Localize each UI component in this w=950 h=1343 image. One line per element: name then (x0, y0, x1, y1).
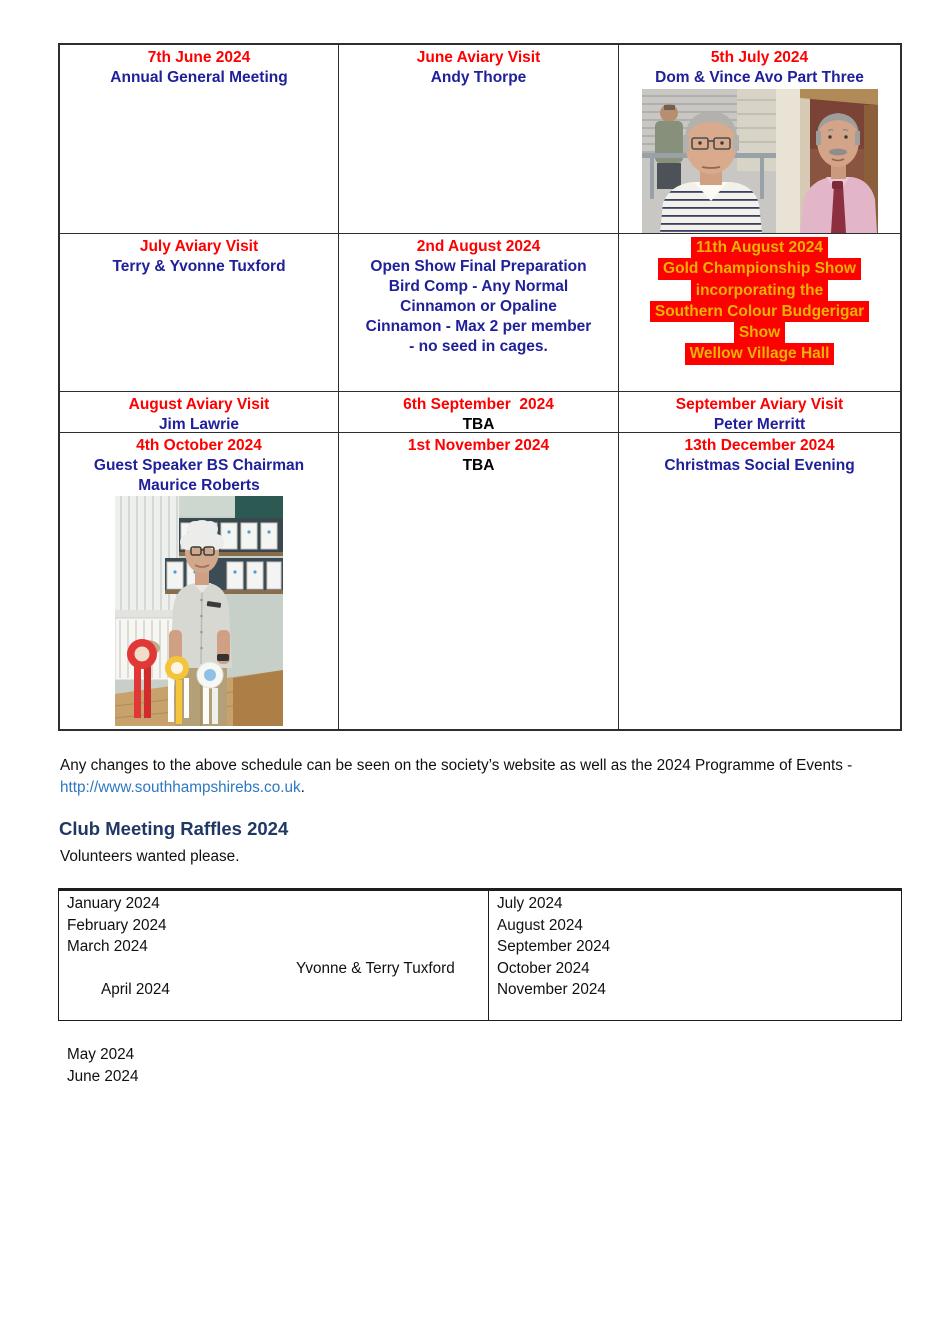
schedule-cell-october (60, 433, 339, 729)
schedule-cell-august (339, 234, 619, 392)
schedule-cell-gold-show (619, 234, 900, 392)
event-date: August Aviary Visit (128, 396, 270, 413)
website-link[interactable]: http://www.southhampshirebs.co.uk (60, 778, 301, 796)
raffles-heading: Club Meeting Raffles 2024 (59, 818, 289, 839)
event-date: 13th December 2024 (684, 437, 835, 454)
event-title: TBA (462, 457, 495, 474)
raffle-month: May 2024 (67, 1046, 135, 1064)
event-date: 5th July 2024 (710, 49, 809, 66)
event-detail: Bird Comp - Any Normal (388, 278, 569, 295)
raffle-table (58, 888, 902, 1085)
event-title: Andy Thorpe (430, 69, 527, 86)
raffle-month: June 2024 (67, 1067, 139, 1085)
raffle-volunteer-name: Yvonne & Terry Tuxford (296, 959, 455, 977)
raffle-month-april (67, 958, 488, 1044)
event-title: Guest Speaker BS Chairman (93, 457, 305, 474)
raffle-month: February 2024 (67, 916, 167, 934)
event-date: July Aviary Visit (139, 238, 259, 255)
highlighted-event-title: Show (734, 322, 785, 343)
schedule-note (60, 755, 920, 798)
event-title: Open Show Final Preparation (370, 258, 587, 275)
highlighted-event-title: incorporating the (691, 280, 828, 301)
raffle-month: March 2024 (67, 938, 148, 956)
raffle-table-right-column (489, 891, 901, 1020)
raffle-month: July 2024 (497, 895, 563, 912)
raffles-subtext: Volunteers wanted please. (60, 848, 240, 865)
raffle-month: January 2024 (67, 895, 160, 912)
event-title: Jim Lawrie (158, 416, 240, 433)
event-date: June Aviary Visit (416, 49, 541, 66)
event-title: Dom & Vince Avo Part Three (655, 69, 864, 86)
highlighted-event-venue: Wellow Village Hall (685, 343, 835, 364)
event-detail: Cinnamon or Opaline (400, 298, 557, 315)
schedule-cell-june-aviary (339, 45, 619, 234)
event-schedule-table (58, 43, 902, 731)
raffle-month: September 2024 (497, 938, 611, 956)
highlighted-event-date: 11th August 2024 (691, 237, 828, 258)
event-title: Peter Merritt (713, 416, 806, 433)
event-title: Christmas Social Evening (664, 457, 855, 474)
raffle-month: August 2024 (497, 916, 583, 934)
vince-photo (776, 89, 878, 233)
event-date: 6th September 2024 (403, 396, 554, 413)
maurice-roberts-photo (115, 496, 283, 726)
schedule-cell-june (60, 45, 339, 234)
event-date: 4th October 2024 (136, 437, 262, 454)
dom-vince-photo (642, 89, 878, 233)
event-title: TBA (462, 416, 495, 433)
dom-photo (642, 89, 776, 233)
schedule-cell-december (619, 433, 900, 729)
event-speaker: Maurice Roberts (138, 477, 260, 494)
event-date: 1st November 2024 (407, 437, 550, 454)
event-date: 7th June 2024 (147, 49, 251, 66)
event-detail: Cinnamon - Max 2 per member (365, 318, 592, 335)
highlighted-event-title: Gold Championship Show (658, 258, 861, 279)
raffle-table-left-column (59, 891, 489, 1085)
schedule-cell-september (339, 392, 619, 433)
event-title: Terry & Yvonne Tuxford (112, 258, 286, 275)
schedule-cell-september-aviary (619, 392, 900, 433)
event-title: Annual General Meeting (110, 69, 288, 86)
raffle-month: November 2024 (497, 981, 606, 999)
event-date: 2nd August 2024 (416, 238, 541, 255)
note-period: . (300, 778, 305, 796)
event-detail: - no seed in cages. (409, 338, 548, 355)
raffle-month: April 2024 (101, 981, 170, 999)
schedule-cell-august-aviary (60, 392, 339, 433)
raffle-month: October 2024 (497, 959, 590, 977)
schedule-cell-november (339, 433, 619, 729)
schedule-note-text: Any changes to the above schedule can be seen on the society’s website as well as the 2024 Programme of Events - (60, 757, 853, 774)
highlighted-event-title: Southern Colour Budgerigar (650, 301, 869, 322)
event-date: September Aviary Visit (675, 396, 844, 413)
schedule-cell-july (619, 45, 900, 234)
schedule-cell-july-aviary (60, 234, 339, 392)
